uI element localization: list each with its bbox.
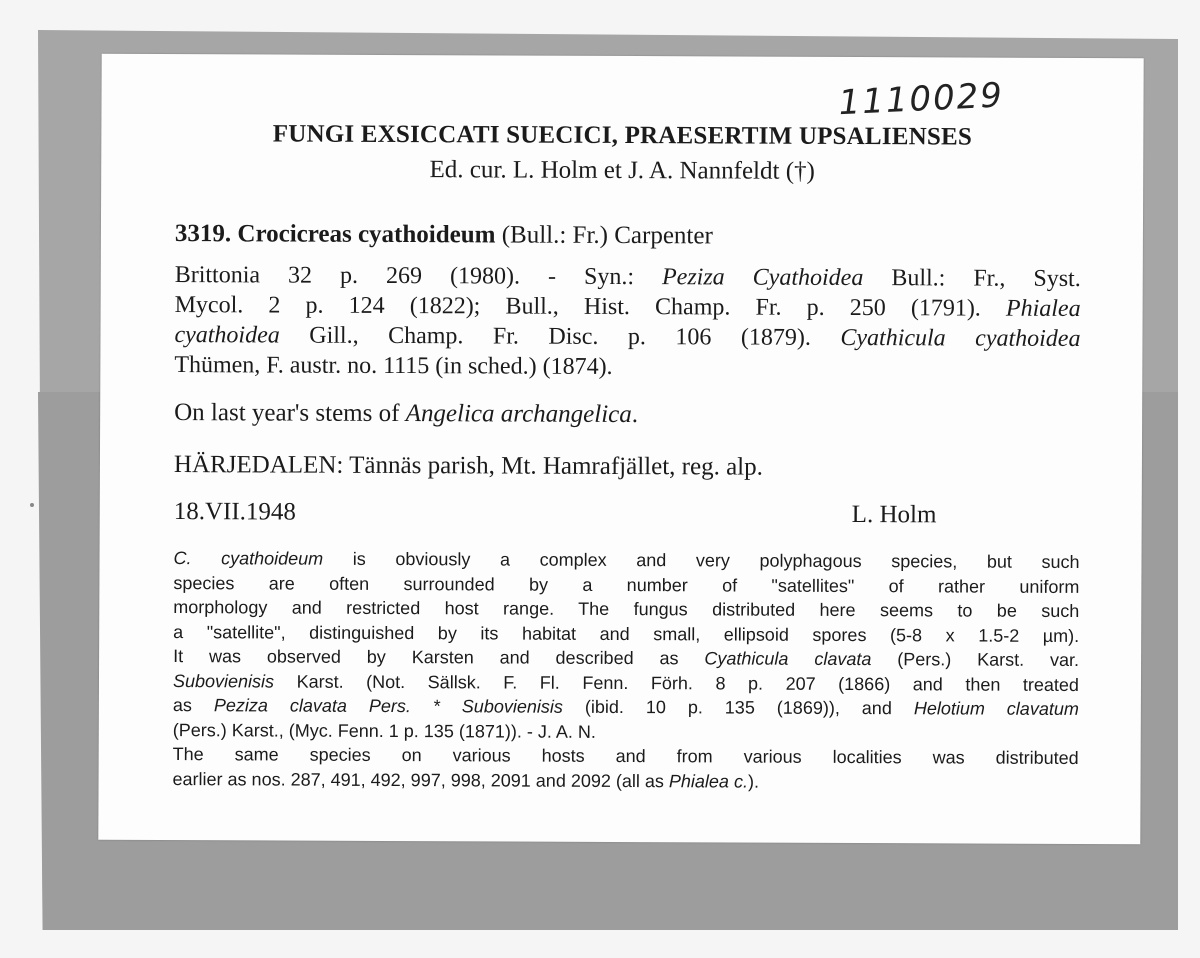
catalog-number: 1110029 xyxy=(837,75,1005,124)
note-italic: Subovienisis xyxy=(172,670,275,691)
host-prefix: On last year's stems of xyxy=(174,399,406,428)
note-text: a "satellite", distinguished by its habitat and small, ellipsoid spores (5-8 x 1.5-2 µm). xyxy=(173,621,1080,646)
synonymy-text: Mycol. 2 p. 124 (1822); Bull., Hist. Champ. Fr. p. 250 (1791). xyxy=(174,292,1007,322)
note-text: The same species on various hosts and from various localities was distributed xyxy=(172,744,1079,768)
species-authority: (Bull.: Fr.) Carpenter xyxy=(501,221,713,250)
note-text: (Pers.) Karst., (Myc. Fenn. 1 p. 135 (1871)). - J. A. N. xyxy=(172,719,596,742)
note-italic: Phialea c. xyxy=(668,770,749,792)
synonym-name: Cyathicula cyathoidea xyxy=(840,324,1081,353)
synonym-name: Phialea xyxy=(1005,295,1081,323)
synonymy-text: Gill., Champ. Fr. Disc. p. 106 (1879). xyxy=(279,322,841,351)
note-text: is obviously a complex and very polyphagous species, but such xyxy=(323,548,1080,573)
note-italic: Peziza clavata Pers. * Subovienisis xyxy=(213,695,563,717)
note-text: ). xyxy=(747,771,760,792)
note-line xyxy=(173,742,1079,770)
synonym-name: cyathoidea xyxy=(174,322,280,349)
host-line xyxy=(174,399,638,429)
note-text: (ibid. 10 p. 135 (1869)), and xyxy=(562,696,914,719)
note-text: (Pers.) Karst. var. xyxy=(871,649,1080,671)
synonymy-text: Brittonia 32 p. 269 (1980). - Syn.: xyxy=(174,262,663,291)
note-line xyxy=(173,693,1079,721)
note-text: species are often surrounded by a number of "satellites" of rather uniform xyxy=(173,572,1080,597)
note-text: Karst. (Not. Sällsk. F. Fl. Fenn. Förh. 8 p. 207 (1866) and then treated xyxy=(274,670,1080,695)
host-suffix: . xyxy=(631,401,639,429)
species-heading xyxy=(175,220,713,250)
synonymy-text: Bull.: Fr., Syst. xyxy=(863,265,1081,293)
synonym-name: Peziza Cyathoidea xyxy=(661,264,864,292)
collector-name: L. Holm xyxy=(851,501,937,529)
synonymy-line xyxy=(174,350,1080,384)
ink-dot xyxy=(30,503,34,507)
note-italic: Helotium clavatum xyxy=(913,698,1079,720)
note-text: earlier as nos. 287, 491, 492, 997, 998, 2091 and 2092 (all as xyxy=(172,768,669,791)
note-line xyxy=(173,546,1079,574)
synonymy-line xyxy=(174,320,1080,354)
note-italic: C. cyathoideum xyxy=(173,548,324,569)
synonymy-line xyxy=(175,260,1081,294)
synonymy-line xyxy=(175,290,1081,324)
specimen-label xyxy=(98,54,1143,845)
note-text: morphology and restricted host range. The fungus distributed here seems to be such xyxy=(173,597,1080,622)
editors-line: Ed. cur. L. Holm et J. A. Nannfeldt (†) xyxy=(429,156,815,185)
species-name: Crocicreas cyathoideum xyxy=(237,220,496,249)
note-line xyxy=(173,595,1079,623)
note-line xyxy=(173,767,1079,795)
exsiccata-number: 3319. xyxy=(174,220,232,248)
note-italic: Cyathicula clavata xyxy=(704,648,872,670)
synonymy-block xyxy=(174,260,1081,384)
note-text: It was observed by Karsten and described as xyxy=(173,646,705,669)
note-line xyxy=(173,644,1079,672)
taxonomic-note xyxy=(173,546,1080,795)
note-text: as xyxy=(172,695,214,716)
locality-line: HÄRJEDALEN: Tännäs parish, Mt. Hamrafjället, reg. alp. xyxy=(173,451,763,481)
synonymy-text: Thümen, F. austr. no. 1115 (in sched.) (1874). xyxy=(174,352,613,380)
collection-date: 18.VII.1948 xyxy=(173,498,296,526)
host-plant: Angelica archangelica xyxy=(405,400,632,429)
series-title: FUNGI EXSICCATI SUECICI, PRAESERTIM UPSALIENSES xyxy=(272,120,973,151)
